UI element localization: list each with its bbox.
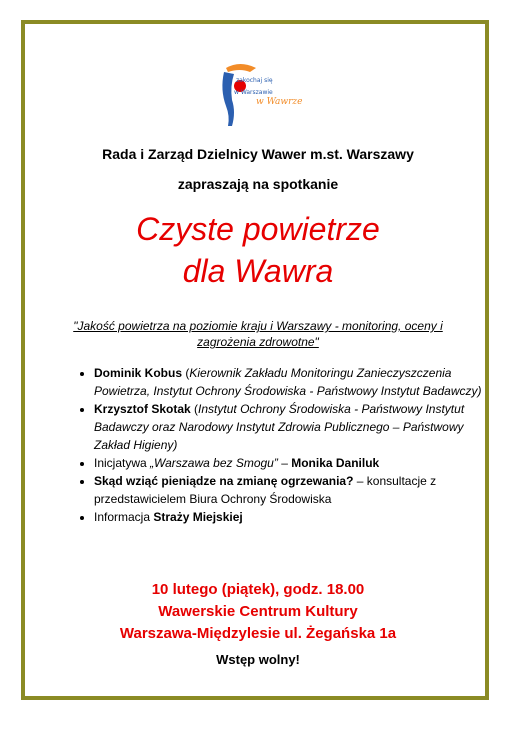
lecture-subtitle: "Jakość powietrza na poziomie kraju i Warszawy - monitoring, oceny i zagrożenia zdrowotne" xyxy=(73,319,443,349)
list-item: • Inicjatywa „Warszawa bez Smogu” – Monika Daniluk xyxy=(94,454,484,472)
agenda-list xyxy=(76,364,484,526)
logo-text-1: zakochaj się xyxy=(236,77,273,84)
logo-figure xyxy=(222,72,234,126)
title-line-2: dla Wawra xyxy=(182,253,334,289)
logo-hat xyxy=(226,64,256,72)
event-date: 10 lutego (piątek), godz. 18.00 xyxy=(151,581,365,598)
event-address: Warszawa-Międzylesie ul. Żegańska 1a xyxy=(119,625,397,642)
consultation-detail: – konsultacje z przedstawicielem Biura Ochrony Środowiska xyxy=(94,474,437,506)
initiative-name: „Warszawa bez Smogu” xyxy=(150,456,278,470)
event-venue: Wawerskie Centrum Kultury xyxy=(158,603,358,620)
list-item: • Dominik Kobus (Kierownik Zakładu Monitoringu Zanieczyszczenia Powietrza, Instytut Ochrony Środowiska - Państwowy Instytut Badawczy) xyxy=(94,364,484,400)
logo-text-2: w Warszawie xyxy=(234,89,273,96)
city-guard: Straży Miejskiej xyxy=(153,510,243,524)
consultation-question: Skąd wziąć pieniądze na zmianę ogrzewania? xyxy=(94,474,354,488)
speaker-name: Monika Daniluk xyxy=(291,456,380,470)
organizer-line: Rada i Zarząd Dzielnicy Wawer m.st. Warszawy xyxy=(102,146,414,162)
district-logo xyxy=(210,60,310,132)
logo-graphic xyxy=(210,60,310,132)
event-title xyxy=(0,208,516,292)
list-item: • Krzysztof Skotak (Instytut Ochrony Środowiska - Państwowy Instytut Badawczy oraz Narodowy Instytut Zdrowia Publicznego – Państwowy Zakład Higieny) xyxy=(94,400,484,454)
list-item: • Informacja Straży Miejskiej xyxy=(94,508,484,526)
speaker-name: Krzysztof Skotak xyxy=(94,402,191,416)
invite-line: zapraszają na spotkanie xyxy=(177,176,339,192)
speaker-name: Dominik Kobus xyxy=(94,366,183,380)
title-line-1: Czyste powietrze xyxy=(136,211,380,247)
entry-info: Wstęp wolny! xyxy=(216,652,300,667)
list-item xyxy=(94,472,484,508)
logo-text-3: w Wawrze xyxy=(256,97,303,107)
speaker-affiliation: Instytut Ochrony Środowiska - Państwowy Instytut Badawczy oraz Narodowy Instytut Zdrowia Publicznego – Państwowy Zakład Higieny) xyxy=(94,402,465,452)
speaker-affiliation: Kierownik Zakładu Monitoringu Zanieczyszczenia Powietrza, Instytut Ochrony Środowiska - Państwowy Instytut Badawczy) xyxy=(94,366,482,398)
